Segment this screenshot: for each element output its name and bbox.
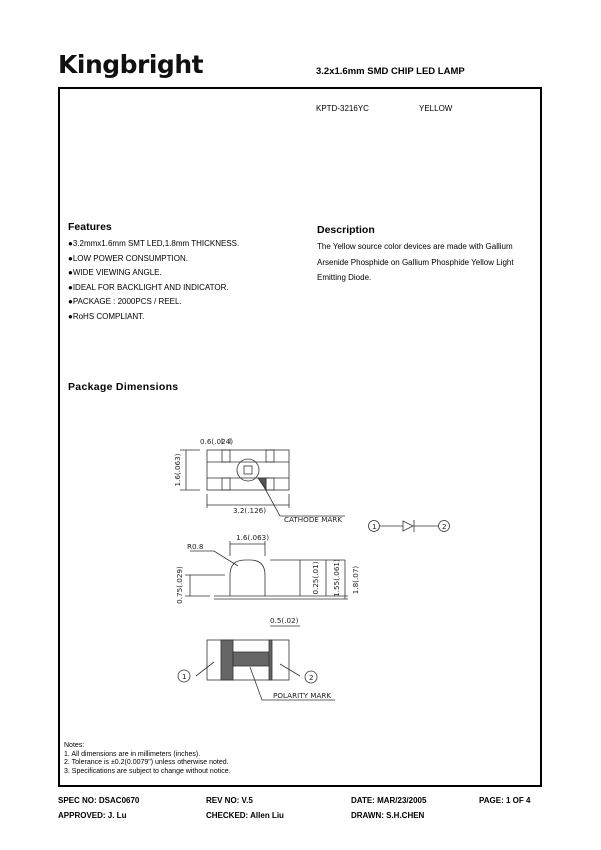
dim-radius: R0.8 [187, 542, 204, 551]
polarity-pad [221, 640, 233, 680]
dim-length: 3.2(.126) [233, 506, 267, 515]
dim-pad-width: 0.6(.024) [200, 437, 234, 446]
dim-width-horizontal: 1.6(.063) [236, 533, 270, 542]
side-view-lens [230, 560, 265, 596]
note-item: 3. Specifications are subject to change without notice. [64, 767, 231, 775]
feature-item: ●LOW POWER CONSUMPTION. [68, 253, 188, 263]
feature-item: ●WIDE VIEWING ANGLE. [68, 268, 162, 278]
footer-approved: APPROVED: J. Lu [58, 811, 127, 820]
part-number: KPTD-3216YC [316, 104, 369, 113]
dim-dome-height: 0.75(.029) [175, 566, 184, 604]
note-item: 1. All dimensions are in millimeters (inches). [64, 750, 201, 758]
description-text: The Yellow source color devices are made with Gallium Arsenide Phosphide on Gallium Phosphide Yellow Light Emitting Diode. [317, 242, 514, 282]
notes-block [64, 742, 231, 776]
feature-item: ●IDEAL FOR BACKLIGHT AND INDICATOR. [68, 282, 229, 292]
top-view-body [207, 450, 289, 490]
pin-2-bottom: 2 [309, 673, 314, 682]
dim-total-height: 1.8(.07) [351, 565, 360, 595]
pin-1-bottom: 1 [182, 672, 187, 681]
description-heading: Description [317, 224, 375, 236]
document-title: 3.2x1.6mm SMD CHIP LED LAMP [316, 66, 465, 77]
footer-checked: CHECKED: Allen Liu [206, 811, 284, 820]
feature-item: ●RoHS COMPLIANT. [68, 311, 145, 321]
footer-spec-no: SPEC NO: DSAC0670 [58, 796, 140, 805]
footer-date: DATE: MAR/23/2005 [351, 796, 427, 805]
pin-1-schematic: 1 [372, 522, 377, 531]
brand-logo: Kingbright [58, 50, 204, 79]
dim-width-vertical: 1.6(.063) [173, 453, 182, 487]
label-cathode-mark: CATHODE MARK [284, 515, 343, 524]
feature-item: ●3.2mmx1.6mm SMT LED,1.8mm THICKNESS. [68, 239, 240, 248]
dim-body-height: 1.55(.061) [332, 559, 341, 597]
footer-rev-no: REV NO: V.5 [206, 796, 253, 805]
dim-pad-thickness: 0.25(.01) [311, 561, 320, 595]
pin-2-schematic: 2 [442, 522, 447, 531]
feature-item: ●PACKAGE : 2000PCS / REEL. [68, 297, 182, 307]
notes-title: Notes: [64, 742, 85, 749]
part-color: YELLOW [419, 104, 453, 113]
footer-page: PAGE: 1 OF 4 [479, 796, 531, 805]
dim-pad-length: 0.5(.02) [270, 616, 299, 625]
label-polarity-mark: POLARITY MARK [273, 691, 332, 700]
footer-drawn: DRAWN: S.H.CHEN [351, 811, 425, 820]
note-item: 2. Tolerance is ±0.2(0.0079") unless otherwise noted. [64, 759, 229, 767]
features-heading: Features [68, 221, 112, 233]
package-heading: Package Dimensions [68, 381, 179, 393]
